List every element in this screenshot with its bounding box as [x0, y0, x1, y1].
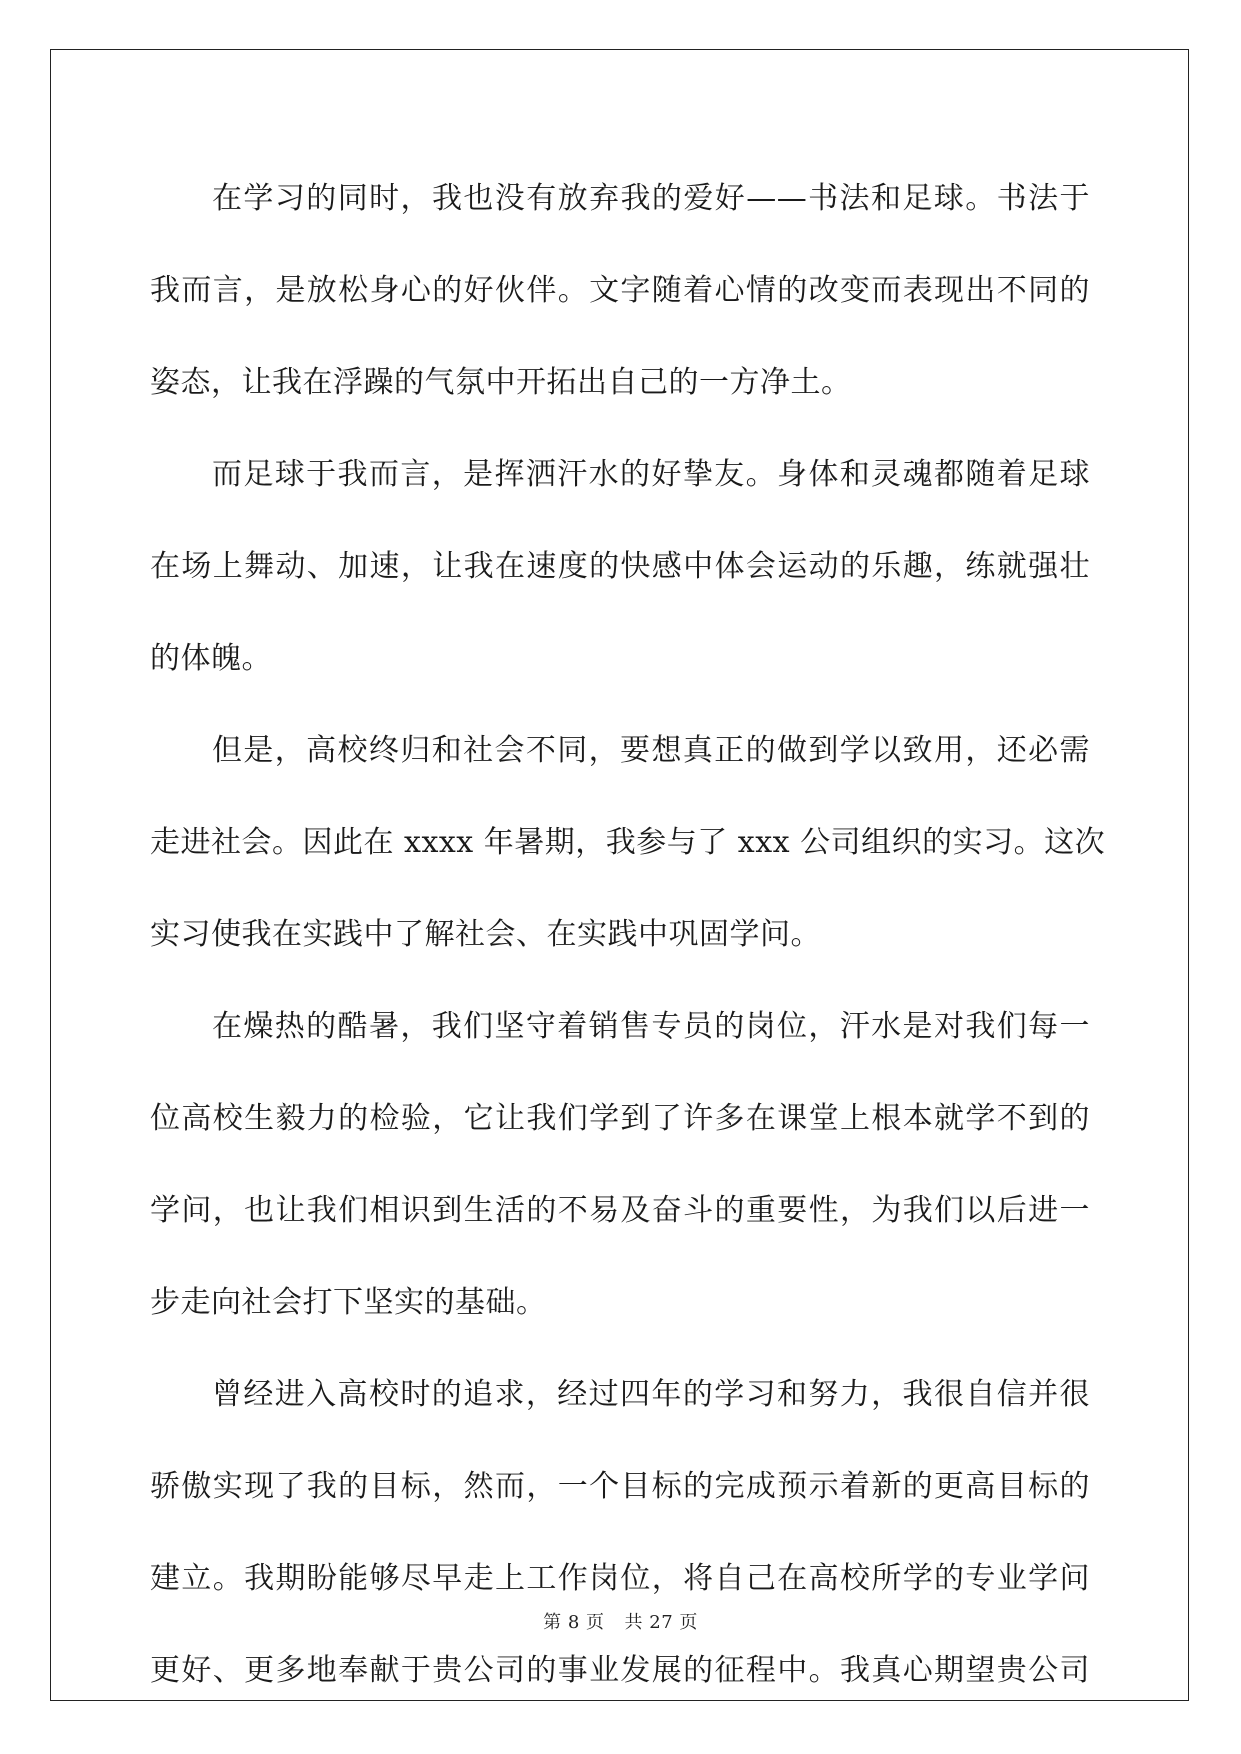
paragraph-football	[150, 429, 1090, 705]
document-body	[150, 153, 1106, 1717]
text-line: 在燥热的酷暑，我们坚守着销售专员的岗位，汗水是对我们每一	[212, 1009, 1090, 1044]
text-line: 的体魄。	[150, 641, 272, 676]
paragraph-hobbies	[150, 153, 1090, 429]
page-number: 第 8 页	[543, 1612, 605, 1633]
text-line: 在场上舞动、加速，让我在速度的快感中体会运动的乐趣，练就强壮	[150, 549, 1090, 584]
text-line: 位高校生毅力的检验，它让我们学到了许多在课堂上根本就学不到的	[150, 1101, 1090, 1136]
text-line: 但是，高校终归和社会不同，要想真正的做到学以致用，还必需	[212, 733, 1090, 768]
total-pages: 共 27 页	[624, 1612, 698, 1633]
text-line: 而足球于我而言，是挥洒汗水的好挚友。身体和灵魂都随着足球	[212, 457, 1090, 492]
text-line: 走进社会。因此在 xxxx 年暑期，我参与了 xxx 公司组织的实习。这次	[150, 825, 1106, 860]
paragraph-goals	[150, 1349, 1090, 1717]
text-line: 建立。我期盼能够尽早走上工作岗位，将自己在高校所学的专业学问	[150, 1561, 1090, 1596]
text-line: 我而言，是放松身心的好伙伴。文字随着心情的改变而表现出不同的	[150, 273, 1090, 308]
text-line: 实习使我在实践中了解社会、在实践中巩固学问。	[150, 917, 821, 952]
text-line: 骄傲实现了我的目标，然而，一个目标的完成预示着新的更高目标的	[150, 1469, 1090, 1504]
text-line: 更好、更多地奉献于贵公司的事业发展的征程中。我真心期望贵公司	[150, 1653, 1090, 1688]
text-line: 学问，也让我们相识到生活的不易及奋斗的重要性，为我们以后进一	[150, 1193, 1090, 1228]
text-line: 在学习的同时，我也没有放弃我的爱好——书法和足球。书法于	[212, 181, 1090, 216]
page-footer	[0, 1608, 1241, 1634]
paragraph-summer-work	[150, 981, 1090, 1349]
text-line: 姿态，让我在浮躁的气氛中开拓出自己的一方净土。	[150, 365, 852, 400]
paragraph-internship	[150, 705, 1106, 981]
text-line: 步走向社会打下坚实的基础。	[150, 1285, 547, 1320]
text-line: 曾经进入高校时的追求，经过四年的学习和努力，我很自信并很	[212, 1377, 1090, 1412]
